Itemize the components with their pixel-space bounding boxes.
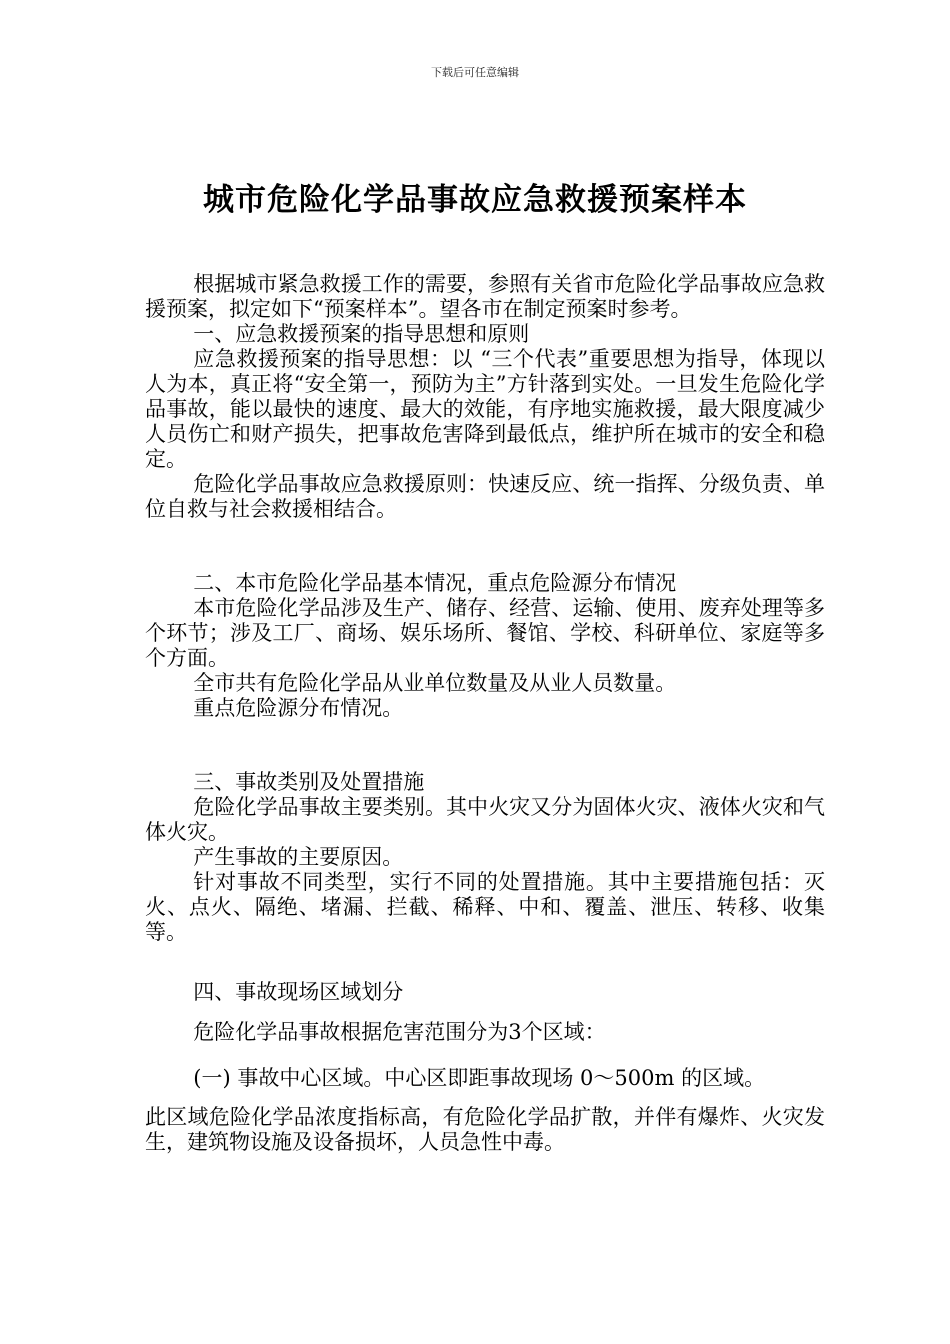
zone-item-1: (一) 事故中心区域。中心区即距事故现场 0～500m 的区域。	[193, 1066, 766, 1090]
header-note: 下载后可任意编辑	[431, 66, 519, 79]
body-paragraph: 本市危险化学品涉及生产、储存、经营、运输、使用、废弃处理等多个环节；涉及工厂、商场、娱乐场所、餐馆、学校、科研单位、家庭等多个方面。	[145, 596, 825, 670]
body-paragraph: 全市共有危险化学品从业单位数量及从业人员数量。	[193, 671, 677, 695]
body-paragraph: 应急救援预案的指导思想：以 “三个代表”重要思想为指导，体现以人为本，真正将“安全第一，预防为主”方针落到实处。一旦发生危险化学品事故，能以最快的速度、最大的效能，有序地实施救援，最大限度减少人员伤亡和财产损失，把事故危害降到最低点，维护所在城市的安全和稳定。	[145, 347, 825, 471]
section-heading-2: 二、本市危险化学品基本情况，重点危险源分布情况	[193, 571, 677, 595]
body-paragraph: 重点危险源分布情况。	[193, 696, 404, 720]
body-paragraph: 危险化学品事故主要类别。其中火灾又分为固体火灾、液体火灾和气体火灾。	[145, 795, 825, 844]
body-paragraph: 此区域危险化学品浓度指标高，有危险化学品扩散，并伴有爆炸、火灾发生，建筑物设施及设备损坏，人员急性中毒。	[145, 1105, 825, 1154]
body-paragraph: 危险化学品事故根据危害范围分为3个区域：	[193, 1020, 606, 1044]
body-paragraph: 危险化学品事故应急救援原则：快速反应、统一指挥、分级负责、单位自救与社会救援相结合。	[145, 472, 825, 521]
intro-paragraph: 根据城市紧急救援工作的需要，参照有关省市危险化学品事故应急救援预案，拟定如下“预案样本”。望各市在制定预案时参考。	[145, 272, 825, 321]
document-title: 城市危险化学品事故应急救援预案样本	[203, 182, 747, 218]
document-body	[145, 272, 825, 1155]
body-paragraph: 产生事故的主要原因。	[193, 845, 404, 869]
section-heading-1: 一、应急救援预案的指导思想和原则	[193, 322, 530, 346]
body-paragraph: 针对事故不同类型，实行不同的处置措施。其中主要措施包括：灭火、点火、隔绝、堵漏、拦截、稀释、中和、覆盖、泄压、转移、收集等。	[145, 870, 825, 944]
section-heading-3: 三、事故类别及处置措施	[193, 770, 425, 794]
section-heading-4: 四、事故现场区域划分	[193, 980, 404, 1004]
